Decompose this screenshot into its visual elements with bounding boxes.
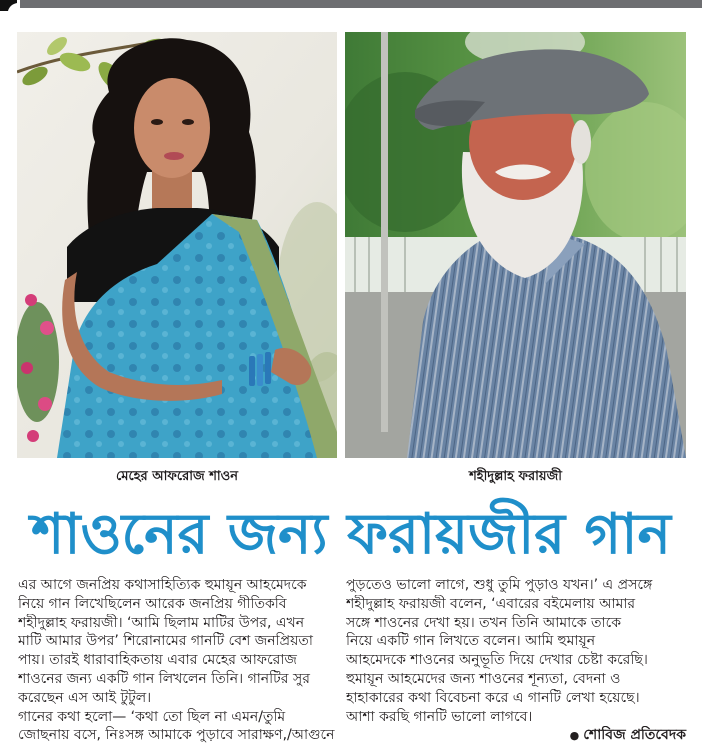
article-line: হুমায়ূন আহমেদের জন্য শাওনের শূন্যতা, বেদনা ও: [346, 670, 621, 687]
photo-farayzi-illustration: [345, 32, 686, 458]
right-eye: [182, 119, 194, 125]
side-hair: [571, 120, 591, 164]
masthead-fragment: [0, 0, 17, 11]
top-rule: [20, 0, 702, 8]
article-line: হাহাকারের কথা বিবেচনা করে এ গানটি লেখা হয়েছে।: [346, 689, 640, 706]
left-eye: [151, 119, 163, 125]
article-line: জোছনায় বসে, নিঃসঙ্গ আমাকে পুড়াবে সারাক্ষণ,/আগুনে: [18, 727, 335, 744]
article-line: পুড়তেও ভালো লাগে, শুধু তুমি পুড়াও যখন।’ এ প্রসঙ্গে: [346, 577, 653, 593]
article-line: করেছেন এস আই টুটুল।: [18, 689, 152, 706]
headline: শাওনের জন্য ফরায়জীর গান: [31, 502, 671, 567]
article-line: আহমেদকে শাওনের অনুভূতি দিয়ে দেখার চেষ্টা করেছি।: [346, 652, 648, 669]
byline-text: শোবিজ প্রতিবেদক: [583, 727, 686, 744]
article-line: শহীদুল্লাহ ফরায়জী বলেন, ‘এবারের বইমেলায় আমার: [346, 595, 636, 612]
article-line: নিয়ে গান লিখেছিলেন আরেক জনপ্রিয় গীতিকবি: [18, 595, 287, 612]
photo-caption-farayzi: শহীদুল্লাহ ফরায়জী: [469, 469, 562, 484]
article-line: মাটি আমার উপর’ শিরোনামের গানটি বেশ জনপ্রিয়তা: [18, 633, 313, 650]
article-column-right: [346, 576, 692, 753]
article-line: নিয়ে একটি গান লিখতে বলেন। আমি হুমায়ূন: [346, 633, 596, 650]
photo-shaon-illustration: [17, 32, 337, 458]
article-line: গানের কথা হলো— ‘কথা তো ছিল না এমন/তুমি: [18, 708, 286, 725]
article-line: আশা করছি গানটি ভালো লাগবে।: [346, 708, 533, 725]
face: [134, 78, 210, 178]
lips: [164, 152, 184, 160]
article-line: পায়। তারই ধারাবাহিকতায় এবার মেহের আফরোজ: [18, 652, 297, 669]
pole: [381, 32, 388, 432]
article-line: সঙ্গে শাওনের দেখা হয়। তখন তিনি আমাকে তাকে: [346, 614, 622, 631]
bullet-icon: ●: [569, 729, 580, 743]
photo-caption-shaon: মেহের আফরোজ শাওন: [116, 469, 238, 484]
photo-shaon: [17, 32, 337, 458]
article-line: এর আগে জনপ্রিয় কথাসাহিত্যিক হুমায়ূন আহমেদকে: [18, 577, 307, 593]
byline: [346, 726, 692, 745]
photo-farayzi: [345, 32, 686, 458]
article-line: শহীদুল্লাহ ফরায়জী। ‘আমি ছিলাম মাটির উপর, এখন: [18, 614, 305, 631]
article-column-left: [18, 576, 336, 748]
bangles: [249, 352, 271, 386]
article-line: শাওনের জন্য একটি গান লিখলেন তিনি। গানটির সুর: [18, 670, 310, 687]
